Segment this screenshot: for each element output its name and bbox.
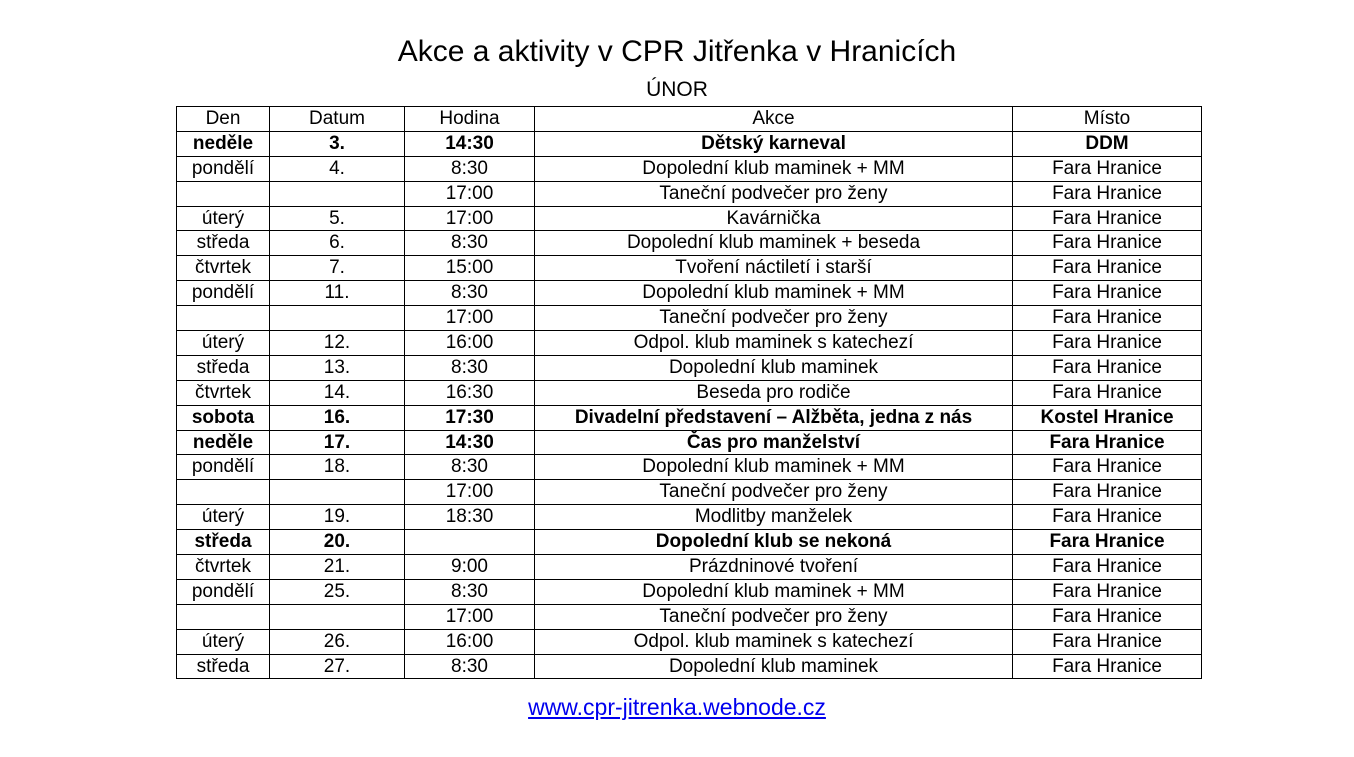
cell-datum: 12. xyxy=(270,331,405,356)
cell-den: čtvrtek xyxy=(177,555,270,580)
table-row xyxy=(177,331,1202,356)
cell-hodina: 17:30 xyxy=(405,405,535,430)
cell-datum: 16. xyxy=(270,405,405,430)
table-row xyxy=(177,604,1202,629)
cell-datum: 26. xyxy=(270,629,405,654)
cell-misto: Fara Hranice xyxy=(1013,331,1202,356)
cell-akce: Taneční podvečer pro ženy xyxy=(535,306,1013,331)
cell-akce: Taneční podvečer pro ženy xyxy=(535,604,1013,629)
cell-datum: 5. xyxy=(270,206,405,231)
table-row xyxy=(177,555,1202,580)
cell-den: neděle xyxy=(177,430,270,455)
cell-misto: Fara Hranice xyxy=(1013,654,1202,679)
schedule-body xyxy=(177,131,1202,679)
cell-akce: Dopolední klub maminek xyxy=(535,654,1013,679)
cell-den xyxy=(177,181,270,206)
table-row xyxy=(177,231,1202,256)
cell-akce: Odpol. klub maminek s katechezí xyxy=(535,331,1013,356)
header-misto: Místo xyxy=(1013,107,1202,132)
cell-hodina: 8:30 xyxy=(405,231,535,256)
cell-den: pondělí xyxy=(177,156,270,181)
cell-hodina: 16:00 xyxy=(405,331,535,356)
table-row xyxy=(177,281,1202,306)
page-title: Akce a aktivity v CPR Jitřenka v Hranicích xyxy=(397,35,957,68)
cell-misto: Fara Hranice xyxy=(1013,604,1202,629)
table-row xyxy=(177,306,1202,331)
footer xyxy=(0,692,1354,722)
cell-misto: Fara Hranice xyxy=(1013,430,1202,455)
cell-misto: Fara Hranice xyxy=(1013,156,1202,181)
table-row xyxy=(177,480,1202,505)
cell-akce: Odpol. klub maminek s katechezí xyxy=(535,629,1013,654)
cell-akce: Dopolední klub se nekoná xyxy=(535,530,1013,555)
header-akce: Akce xyxy=(535,107,1013,132)
cell-hodina: 8:30 xyxy=(405,156,535,181)
cell-den: úterý xyxy=(177,331,270,356)
cell-datum: 11. xyxy=(270,281,405,306)
cell-akce: Dopolední klub maminek + MM xyxy=(535,455,1013,480)
cell-hodina: 8:30 xyxy=(405,455,535,480)
cell-datum: 21. xyxy=(270,555,405,580)
table-row xyxy=(177,156,1202,181)
month-heading: ÚNOR xyxy=(646,78,708,101)
table-row xyxy=(177,579,1202,604)
cell-datum: 27. xyxy=(270,654,405,679)
cell-den xyxy=(177,306,270,331)
cell-misto: Kostel Hranice xyxy=(1013,405,1202,430)
cell-datum: 7. xyxy=(270,256,405,281)
cell-den: úterý xyxy=(177,505,270,530)
cell-den: pondělí xyxy=(177,455,270,480)
table-row xyxy=(177,505,1202,530)
cell-akce: Beseda pro rodiče xyxy=(535,380,1013,405)
cell-den: pondělí xyxy=(177,281,270,306)
cell-den: středa xyxy=(177,231,270,256)
cell-hodina: 9:00 xyxy=(405,555,535,580)
table-row xyxy=(177,654,1202,679)
table-row xyxy=(177,181,1202,206)
table-row xyxy=(177,256,1202,281)
table-row xyxy=(177,530,1202,555)
cell-datum: 20. xyxy=(270,530,405,555)
header-den: Den xyxy=(177,107,270,132)
cell-misto: Fara Hranice xyxy=(1013,281,1202,306)
cell-den: neděle xyxy=(177,131,270,156)
table-row xyxy=(177,380,1202,405)
cell-hodina: 14:30 xyxy=(405,430,535,455)
table-row xyxy=(177,131,1202,156)
cell-hodina: 18:30 xyxy=(405,505,535,530)
table-row xyxy=(177,455,1202,480)
cell-hodina: 17:00 xyxy=(405,480,535,505)
table-row xyxy=(177,430,1202,455)
cell-misto: Fara Hranice xyxy=(1013,629,1202,654)
cell-datum: 19. xyxy=(270,505,405,530)
cell-hodina: 17:00 xyxy=(405,206,535,231)
cell-hodina: 15:00 xyxy=(405,256,535,281)
cell-hodina xyxy=(405,530,535,555)
cell-den: sobota xyxy=(177,405,270,430)
cell-misto: Fara Hranice xyxy=(1013,206,1202,231)
cell-misto: Fara Hranice xyxy=(1013,380,1202,405)
cell-datum xyxy=(270,306,405,331)
cell-misto: Fara Hranice xyxy=(1013,306,1202,331)
cell-datum: 25. xyxy=(270,579,405,604)
cell-misto: DDM xyxy=(1013,131,1202,156)
cell-hodina: 17:00 xyxy=(405,604,535,629)
cell-hodina: 8:30 xyxy=(405,654,535,679)
cell-datum xyxy=(270,181,405,206)
cell-akce: Čas pro manželství xyxy=(535,430,1013,455)
cell-den: středa xyxy=(177,654,270,679)
table-row xyxy=(177,405,1202,430)
cell-hodina: 17:00 xyxy=(405,181,535,206)
cell-hodina: 17:00 xyxy=(405,306,535,331)
cell-den: středa xyxy=(177,355,270,380)
cell-den: pondělí xyxy=(177,579,270,604)
header-datum: Datum xyxy=(270,107,405,132)
cell-akce: Prázdninové tvoření xyxy=(535,555,1013,580)
website-link[interactable]: www.cpr-jitrenka.webnode.cz xyxy=(528,694,826,720)
cell-misto: Fara Hranice xyxy=(1013,455,1202,480)
cell-hodina: 16:00 xyxy=(405,629,535,654)
cell-hodina: 14:30 xyxy=(405,131,535,156)
cell-akce: Dopolední klub maminek xyxy=(535,355,1013,380)
cell-misto: Fara Hranice xyxy=(1013,181,1202,206)
cell-akce: Dětský karneval xyxy=(535,131,1013,156)
cell-misto: Fara Hranice xyxy=(1013,555,1202,580)
cell-akce: Dopolední klub maminek + beseda xyxy=(535,231,1013,256)
table-row xyxy=(177,206,1202,231)
cell-den: úterý xyxy=(177,629,270,654)
cell-misto: Fara Hranice xyxy=(1013,530,1202,555)
cell-datum: 4. xyxy=(270,156,405,181)
cell-misto: Fara Hranice xyxy=(1013,505,1202,530)
cell-akce: Kavárnička xyxy=(535,206,1013,231)
cell-hodina: 8:30 xyxy=(405,281,535,306)
cell-den: čtvrtek xyxy=(177,256,270,281)
cell-den xyxy=(177,480,270,505)
table-header-row xyxy=(177,107,1202,132)
cell-datum: 3. xyxy=(270,131,405,156)
cell-datum xyxy=(270,604,405,629)
cell-datum: 18. xyxy=(270,455,405,480)
cell-hodina: 16:30 xyxy=(405,380,535,405)
cell-datum: 17. xyxy=(270,430,405,455)
cell-datum: 13. xyxy=(270,355,405,380)
cell-akce: Dopolední klub maminek + MM xyxy=(535,156,1013,181)
cell-akce: Divadelní představení – Alžběta, jedna z nás xyxy=(535,405,1013,430)
cell-akce: Dopolední klub maminek + MM xyxy=(535,281,1013,306)
cell-akce: Taneční podvečer pro ženy xyxy=(535,181,1013,206)
cell-hodina: 8:30 xyxy=(405,355,535,380)
cell-akce: Dopolední klub maminek + MM xyxy=(535,579,1013,604)
table-row xyxy=(177,629,1202,654)
cell-misto: Fara Hranice xyxy=(1013,480,1202,505)
header-hodina: Hodina xyxy=(405,107,535,132)
cell-akce: Tvoření náctiletí i starší xyxy=(535,256,1013,281)
cell-den: úterý xyxy=(177,206,270,231)
cell-datum xyxy=(270,480,405,505)
cell-den xyxy=(177,604,270,629)
cell-hodina: 8:30 xyxy=(405,579,535,604)
cell-datum: 14. xyxy=(270,380,405,405)
cell-misto: Fara Hranice xyxy=(1013,579,1202,604)
cell-datum: 6. xyxy=(270,231,405,256)
cell-misto: Fara Hranice xyxy=(1013,231,1202,256)
cell-misto: Fara Hranice xyxy=(1013,355,1202,380)
cell-den: středa xyxy=(177,530,270,555)
cell-den: čtvrtek xyxy=(177,380,270,405)
cell-akce: Taneční podvečer pro ženy xyxy=(535,480,1013,505)
schedule-table xyxy=(176,106,1202,679)
cell-akce: Modlitby manželek xyxy=(535,505,1013,530)
table-row xyxy=(177,355,1202,380)
cell-misto: Fara Hranice xyxy=(1013,256,1202,281)
